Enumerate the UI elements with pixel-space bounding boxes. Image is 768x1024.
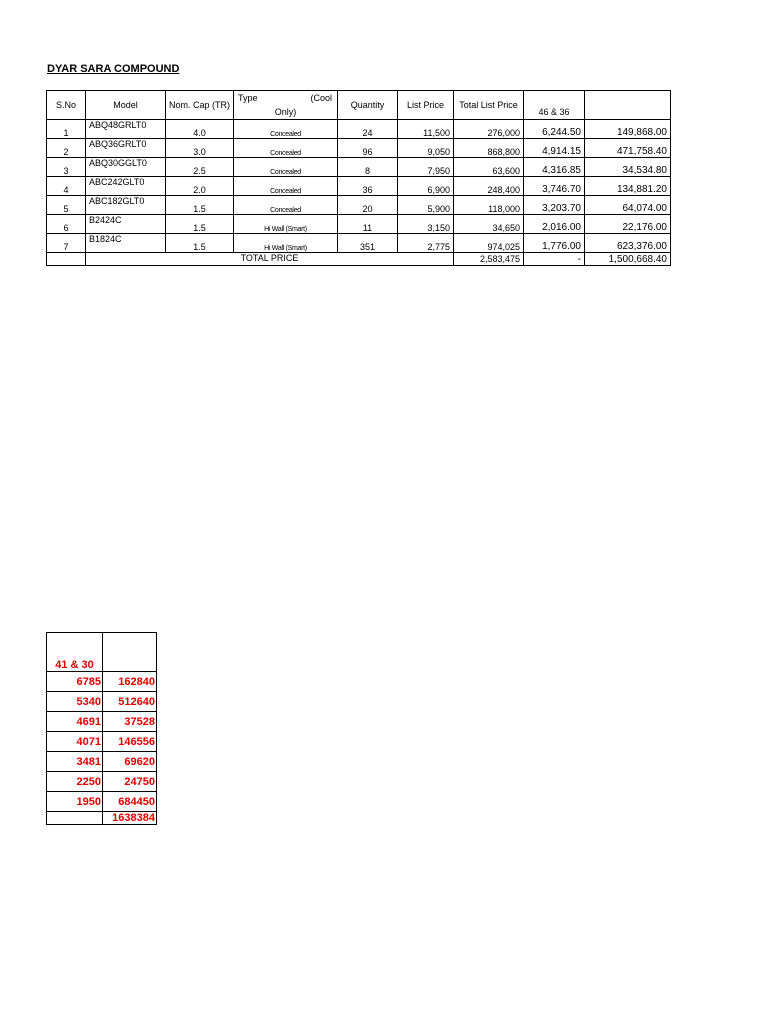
- total-row: [47, 253, 671, 266]
- side-table: [46, 632, 157, 825]
- side-table-header-row: [47, 633, 157, 672]
- side-extended: 162840: [103, 672, 157, 692]
- side-table-row: [47, 752, 157, 772]
- row-model: ABQ30GGLT0: [86, 158, 166, 177]
- side-price-41-30: 6785: [47, 672, 103, 692]
- table-row: [47, 158, 671, 177]
- row-quantity: 24: [338, 120, 398, 139]
- row-quantity: 20: [338, 196, 398, 215]
- row-total-list-price: 118,000: [454, 196, 524, 215]
- side-total-empty: [47, 812, 103, 825]
- row-extended-price: 149,868.00: [585, 120, 671, 139]
- row-quantity: 11: [338, 215, 398, 234]
- header-type-label: Type: [238, 93, 258, 103]
- row-model: ABQ48GRLT0: [86, 120, 166, 139]
- header-nom-cap: Nom. Cap (TR): [166, 91, 234, 120]
- side-table-row: [47, 792, 157, 812]
- total-empty: [47, 253, 86, 266]
- header-quantity: Quantity: [338, 91, 398, 120]
- header-46-36: 46 & 36: [524, 91, 585, 120]
- document-title: DYAR SARA COMPOUND: [47, 63, 180, 75]
- row-total-list-price: 974,025: [454, 234, 524, 253]
- row-nom-cap: 1.5: [166, 215, 234, 234]
- side-total-row: [47, 812, 157, 825]
- row-nom-cap: 1.5: [166, 196, 234, 215]
- table-row: [47, 196, 671, 215]
- row-nom-cap: 2.0: [166, 177, 234, 196]
- row-total-list-price: 248,400: [454, 177, 524, 196]
- side-price-41-30: 5340: [47, 692, 103, 712]
- row-extended-price: 22,176.00: [585, 215, 671, 234]
- row-price-46-36: 2,016.00: [524, 215, 585, 234]
- side-price-41-30: 4071: [47, 732, 103, 752]
- row-sno: 1: [47, 120, 86, 139]
- row-total-list-price: 34,650: [454, 215, 524, 234]
- total-label: TOTAL PRICE: [86, 253, 454, 266]
- row-list-price: 2,775: [398, 234, 454, 253]
- side-price-41-30: 2250: [47, 772, 103, 792]
- row-list-price: 6,900: [398, 177, 454, 196]
- row-model: B2424C: [86, 215, 166, 234]
- side-table-row: [47, 772, 157, 792]
- side-header-41-30: 41 & 30: [47, 633, 103, 672]
- row-total-list-price: 868,800: [454, 139, 524, 158]
- row-type: Concealed: [234, 196, 338, 215]
- side-extended: 24750: [103, 772, 157, 792]
- row-type: Concealed: [234, 158, 338, 177]
- side-table-row: [47, 692, 157, 712]
- row-type: Hi Wall (Smart): [234, 215, 338, 234]
- row-extended-price: 64,074.00: [585, 196, 671, 215]
- table-header-row: [47, 91, 671, 120]
- row-model: B1824C: [86, 234, 166, 253]
- side-extended: 512640: [103, 692, 157, 712]
- total-extended: 1,500,668.40: [585, 253, 671, 266]
- row-type: Hi Wall (Smart): [234, 234, 338, 253]
- total-46-36: -: [524, 253, 585, 266]
- row-list-price: 3,150: [398, 215, 454, 234]
- row-extended-price: 623,376.00: [585, 234, 671, 253]
- table-row: [47, 215, 671, 234]
- row-model: ABC182GLT0: [86, 196, 166, 215]
- row-sno: 7: [47, 234, 86, 253]
- header-total-list-price: Total List Price: [454, 91, 524, 120]
- row-extended-price: 134,881.20: [585, 177, 671, 196]
- row-sno: 5: [47, 196, 86, 215]
- table-row: [47, 177, 671, 196]
- side-price-41-30: 4691: [47, 712, 103, 732]
- row-quantity: 351: [338, 234, 398, 253]
- side-table-row: [47, 672, 157, 692]
- side-total: 1638384: [103, 812, 157, 825]
- row-price-46-36: 3,746.70: [524, 177, 585, 196]
- header-list-price: List Price: [398, 91, 454, 120]
- side-extended: 37528: [103, 712, 157, 732]
- row-type: Concealed: [234, 177, 338, 196]
- row-quantity: 36: [338, 177, 398, 196]
- row-sno: 3: [47, 158, 86, 177]
- row-nom-cap: 4.0: [166, 120, 234, 139]
- row-list-price: 5,900: [398, 196, 454, 215]
- header-model: Model: [86, 91, 166, 120]
- price-table: [46, 90, 671, 266]
- row-nom-cap: 3.0: [166, 139, 234, 158]
- side-table-row: [47, 732, 157, 752]
- row-type: Concealed: [234, 139, 338, 158]
- row-price-46-36: 4,914.15: [524, 139, 585, 158]
- row-total-list-price: 276,000: [454, 120, 524, 139]
- row-nom-cap: 1.5: [166, 234, 234, 253]
- table-row: [47, 120, 671, 139]
- row-nom-cap: 2.5: [166, 158, 234, 177]
- row-sno: 2: [47, 139, 86, 158]
- header-type-only: Only): [274, 107, 297, 117]
- side-price-41-30: 3481: [47, 752, 103, 772]
- row-price-46-36: 3,203.70: [524, 196, 585, 215]
- row-list-price: 9,050: [398, 139, 454, 158]
- header-type-cool: (Cool: [310, 93, 332, 103]
- row-model: ABQ36GRLT0: [86, 139, 166, 158]
- row-model: ABC242GLT0: [86, 177, 166, 196]
- side-header-empty: [103, 633, 157, 672]
- row-quantity: 8: [338, 158, 398, 177]
- table-row: [47, 234, 671, 253]
- row-type: Concealed: [234, 120, 338, 139]
- side-table-row: [47, 712, 157, 732]
- row-extended-price: 471,758.40: [585, 139, 671, 158]
- side-price-41-30: 1950: [47, 792, 103, 812]
- row-extended-price: 34,534.80: [585, 158, 671, 177]
- row-total-list-price: 63,600: [454, 158, 524, 177]
- side-extended: 146556: [103, 732, 157, 752]
- row-price-46-36: 6,244.50: [524, 120, 585, 139]
- side-extended: 684450: [103, 792, 157, 812]
- total-list-price: 2,583,475: [454, 253, 524, 266]
- row-quantity: 96: [338, 139, 398, 158]
- row-price-46-36: 4,316.85: [524, 158, 585, 177]
- header-extended: [585, 91, 671, 120]
- row-list-price: 11,500: [398, 120, 454, 139]
- header-type: [234, 91, 338, 120]
- row-list-price: 7,950: [398, 158, 454, 177]
- side-extended: 69620: [103, 752, 157, 772]
- table-row: [47, 139, 671, 158]
- row-sno: 6: [47, 215, 86, 234]
- row-price-46-36: 1,776.00: [524, 234, 585, 253]
- row-sno: 4: [47, 177, 86, 196]
- header-sno: S.No: [47, 91, 86, 120]
